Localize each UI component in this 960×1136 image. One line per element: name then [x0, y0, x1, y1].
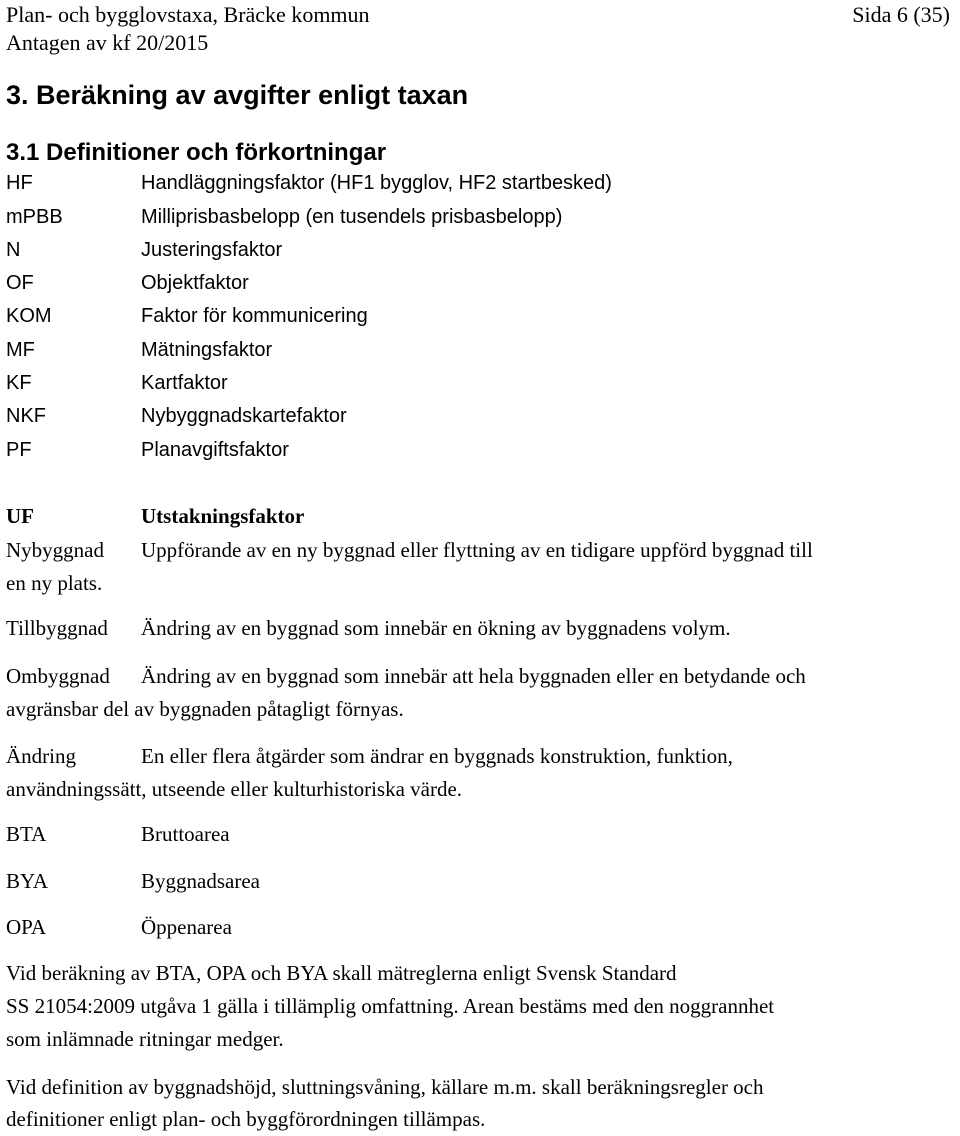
adoption-note: Antagen av kf 20/2015	[6, 30, 209, 55]
abbr-def-n: Justeringsfaktor	[141, 239, 283, 261]
abbr-term-kf: KF	[6, 372, 32, 394]
abbr-def-of: Objektfaktor	[141, 272, 249, 294]
definition-cont-ombyggnad: avgränsbar del av byggnaden påtagligt förnyas.	[6, 697, 404, 721]
abbr-term-of: OF	[6, 272, 34, 294]
measurement-paragraph-line2: SS 21054:2009 utgåva 1 gälla i tillämplig omfattning. Arean bestäms med den noggrannhet	[6, 994, 775, 1018]
definition-term-nybyggnad: Nybyggnad	[6, 538, 104, 562]
area-def-bta: Bruttoarea	[141, 822, 230, 846]
area-term-bya: BYA	[6, 869, 49, 893]
definition-cont-nybyggnad: en ny plats.	[6, 571, 103, 595]
area-term-bta: BTA	[6, 822, 47, 846]
abbr-term-uf: UF	[6, 504, 34, 528]
measurement-paragraph-line3: som inlämnade ritningar medger.	[6, 1027, 284, 1051]
measurement-paragraph-line1: Vid beräkning av BTA, OPA och BYA skall mätreglerna enligt Svensk Standard	[6, 961, 677, 985]
abbr-def-mf: Mätningsfaktor	[141, 339, 273, 361]
abbr-def-uf: Utstakningsfaktor	[141, 504, 305, 528]
abbr-def-pf: Planavgiftsfaktor	[141, 439, 289, 461]
definition-term-tillbyggnad: Tillbyggnad	[6, 616, 108, 640]
abbr-term-mf: MF	[6, 339, 35, 361]
height-paragraph-line1: Vid definition av byggnadshöjd, sluttningsvåning, källare m.m. skall beräkningsregler och	[6, 1075, 764, 1099]
definition-text-tillbyggnad: Ändring av en byggnad som innebär en ökning av byggnadens volym.	[141, 616, 731, 640]
abbr-term-hf: HF	[6, 172, 33, 194]
document-title: Plan- och bygglovstaxa, Bräcke kommun	[6, 2, 370, 27]
area-def-opa: Öppenarea	[141, 915, 232, 939]
abbr-term-nkf: NKF	[6, 405, 46, 427]
abbr-def-kom: Faktor för kommunicering	[141, 305, 368, 327]
abbr-def-mpbb: Milliprisbasbelopp (en tusendels prisbasbelopp)	[141, 206, 563, 228]
abbr-term-kom: KOM	[6, 305, 52, 327]
abbr-def-nkf: Nybyggnadskartefaktor	[141, 405, 347, 427]
definition-term-andring: Ändring	[6, 744, 76, 768]
definition-text-ombyggnad: Ändring av en byggnad som innebär att hela byggnaden eller en betydande och	[141, 664, 806, 688]
definition-cont-andring: användningssätt, utseende eller kulturhistoriska värde.	[6, 777, 463, 801]
abbr-term-mpbb: mPBB	[6, 206, 63, 228]
area-def-bya: Byggnadsarea	[141, 869, 260, 893]
abbr-term-pf: PF	[6, 439, 32, 461]
abbr-term-n: N	[6, 239, 21, 261]
definition-text-andring: En eller flera åtgärder som ändrar en byggnads konstruktion, funktion,	[141, 744, 733, 768]
definition-text-nybyggnad: Uppförande av en ny byggnad eller flyttning av en tidigare uppförd byggnad till	[141, 538, 813, 562]
abbr-def-kf: Kartfaktor	[141, 372, 228, 394]
height-paragraph-line2: definitioner enligt plan- och byggförordningen tillämpas.	[6, 1107, 486, 1131]
page-number: Sida 6 (35)	[852, 2, 950, 27]
subsection-heading: 3.1 Definitioner och förkortningar	[6, 139, 387, 166]
definition-term-ombyggnad: Ombyggnad	[6, 664, 110, 688]
section-heading: 3. Beräkning av avgifter enligt taxan	[6, 80, 469, 110]
abbr-def-hf: Handläggningsfaktor (HF1 bygglov, HF2 startbesked)	[141, 172, 612, 194]
area-term-opa: OPA	[6, 915, 47, 939]
